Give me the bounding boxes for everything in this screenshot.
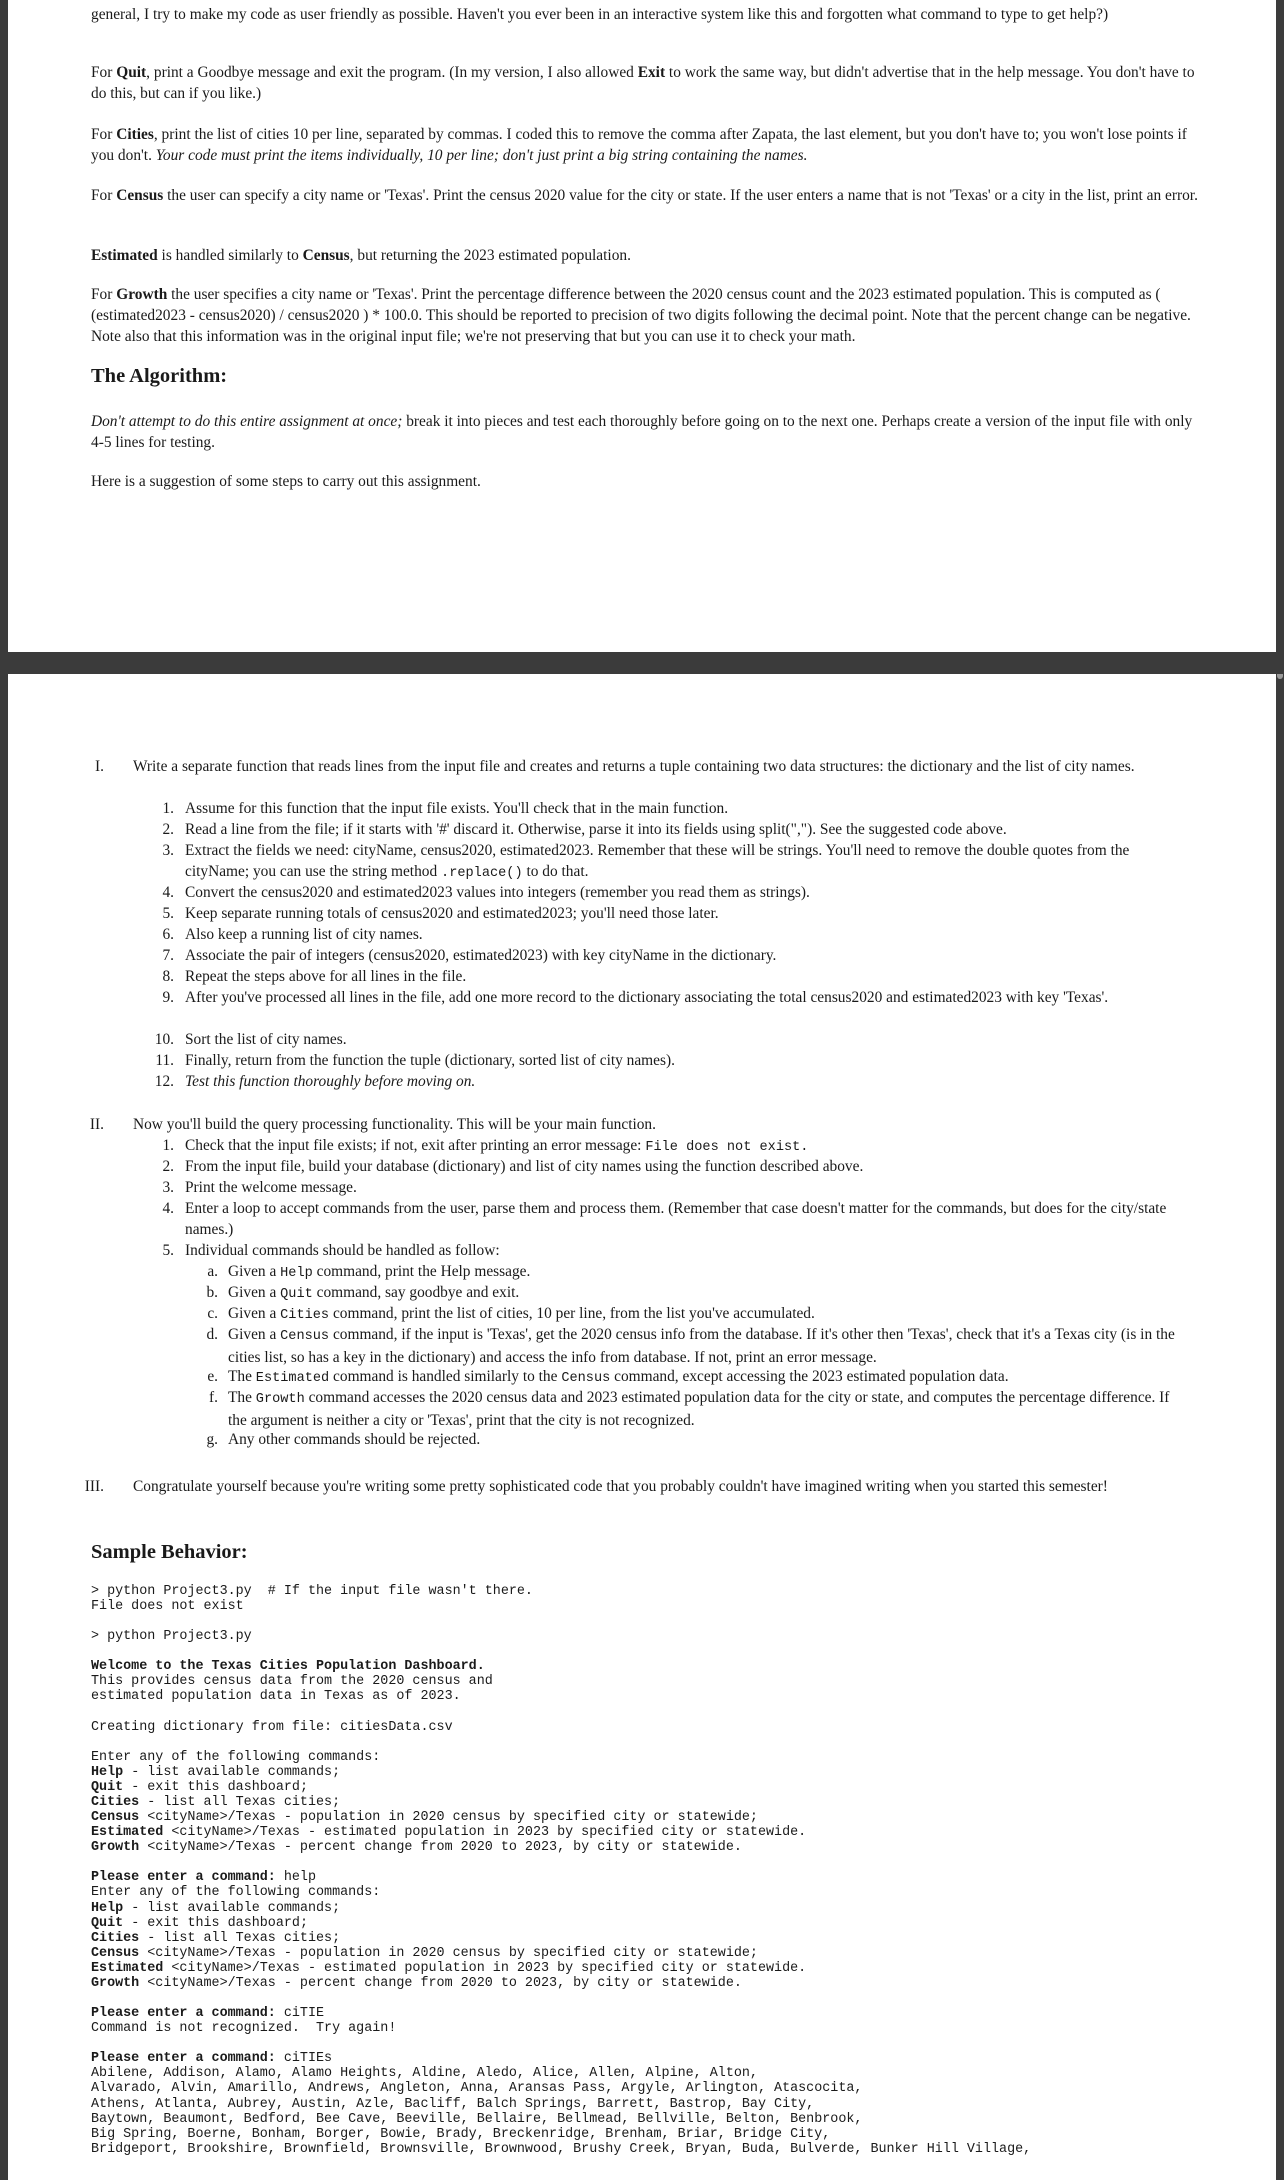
sec2-substep-2: [8, 1282, 1284, 1303]
census-paragraph: For Census the user can specify a city name or 'Texas'. Print the census 2020 value for the city or state. If the user enters a name that is not 'Texas' or a city in the list, print an error.: [91, 187, 1198, 204]
sec2-substep-6: [8, 1387, 1284, 1429]
cities-line: Big Spring, Boerne, Bonham, Borger, Bowie, Brady, Breckenridge, Brenham, Briar, Bridge City,: [91, 2126, 831, 2142]
sec2-substep-text: Any other commands should be rejected.: [228, 1431, 481, 1448]
prompt-cities-line: Please enter a command: ciTIEs: [91, 2051, 333, 2067]
sec2-substep-number: e.: [207, 1368, 218, 1385]
help-line: Estimated <cityName>/Texas - estimated population in 2023 by specified city or statewide.: [91, 1825, 807, 1841]
cities-line: Athens, Atlanta, Aubrey, Austin, Azle, Bacliff, Balch Springs, Barrett, Bastrop, Bay City,: [91, 2096, 815, 2112]
help-block-2: [91, 1901, 1031, 1992]
enter-any-line: Enter any of the following commands:: [91, 1749, 381, 1765]
sec2-substep-number: g.: [206, 1431, 218, 1448]
sec1-step-number: 5.: [162, 905, 174, 922]
sec1-step-text: Keep separate running totals of census2020 and estimated2023; you'll need those later.: [185, 905, 719, 922]
section-1-number: I.: [95, 758, 104, 775]
help-line: Quit - exit this dashboard;: [91, 1915, 308, 1931]
cities-block: [91, 2066, 1031, 2157]
sec2-substep-text: Given a Help command, print the Help message.: [228, 1263, 531, 1281]
cities-line: Bridgeport, Brookshire, Brownfield, Brownsville, Brownwood, Brushy Creek, Bryan, Buda, Bulverde, Bunker Hill Village,: [91, 2141, 1032, 2157]
help-line: Estimated <cityName>/Texas - estimated population in 2023 by specified city or statewide.: [91, 1960, 807, 1976]
run2-command: > python Project3.py: [91, 1629, 252, 1645]
sec1-step-text: Repeat the steps above for all lines in the file.: [185, 968, 467, 985]
sec1-step-number: 4.: [162, 884, 174, 901]
sec2-step-text: Check that the input file exists; if not, exit after printing an error message: File does not exist.: [185, 1137, 809, 1155]
section-2-steps: [8, 1135, 1284, 1450]
sec1-step-text: Sort the list of city names.: [185, 1031, 347, 1048]
section-1: [8, 756, 1284, 1092]
sec2-substep-number: d.: [206, 1326, 218, 1343]
section-2-number: II.: [89, 1116, 104, 1133]
suggestion-paragraph: Here is a suggestion of some steps to carry out this assignment.: [91, 473, 481, 490]
sec2-substep-1: [8, 1261, 1284, 1282]
sec2-step-1: [8, 1135, 1284, 1156]
sec2-step-2: [8, 1156, 1284, 1177]
help-block-1: [91, 1765, 1031, 1856]
help-line: Cities - list all Texas cities;: [91, 1930, 341, 1946]
prompt-help-line: Please enter a command: help: [91, 1870, 317, 1886]
help-line: Help - list available commands;: [91, 1900, 341, 1916]
help-line: Help - list available commands;: [91, 1764, 341, 1780]
run1-command: > python Project3.py # If the input file wasn't there.: [91, 1584, 533, 1599]
sec1-step-number: 6.: [162, 926, 174, 943]
sec2-substep-text: Given a Cities command, print the list of cities, 10 per line, from the list you've accumulated.: [228, 1305, 815, 1323]
help-line: Census <cityName>/Texas - population in 2020 census by specified city or statewide;: [91, 1945, 758, 1961]
sec1-step-9: [8, 987, 1284, 1029]
sec2-substep-7: [8, 1429, 1284, 1450]
sec1-step-text: After you've processed all lines in the file, add one more record to the dictionary associating the total census2020 and estimated2023 with key 'Texas'.: [185, 989, 1109, 1006]
sec2-step-number: 5.: [162, 1242, 174, 1259]
run1-output: File does not exist: [91, 1599, 244, 1615]
section-2-text: Now you'll build the query processing functionality. This will be your main function.: [133, 1116, 656, 1133]
section-3-text: Congratulate yourself because you're writing some pretty sophisticated code that you probably couldn't have imagined writing when you started this semester!: [133, 1478, 1108, 1495]
sec1-step-text: Test this function thoroughly before moving on.: [185, 1073, 476, 1090]
sec1-step-number: 11.: [155, 1052, 174, 1069]
sec1-step-text: Associate the pair of integers (census2020, estimated2023) with key cityName in the dictionary.: [185, 947, 777, 964]
sec1-step-2: [8, 819, 1284, 840]
sec1-step-text: Finally, return from the function the tuple (dictionary, sorted list of city names).: [185, 1052, 675, 1069]
sec1-step-7: [8, 945, 1284, 966]
help-line: Quit - exit this dashboard;: [91, 1779, 308, 1795]
algorithm-heading: The Algorithm:: [91, 365, 228, 387]
sec2-substep-number: f.: [209, 1389, 218, 1406]
prompt-citie-line: Please enter a command: ciTIE: [91, 2006, 325, 2022]
sec1-step-10: [8, 1029, 1284, 1050]
creating-line: Creating dictionary from file: citiesData.csv: [91, 1719, 453, 1735]
sec2-step-4: [8, 1198, 1284, 1240]
sec1-step-text: Assume for this function that the input file exists. You'll check that in the main function.: [185, 800, 729, 817]
sec2-step-text: From the input file, build your database (dictionary) and list of city names using the function described above.: [185, 1158, 864, 1175]
sec2-step-text: Print the welcome message.: [185, 1179, 357, 1196]
sec2-substep-text: Given a Census command, if the input is 'Texas', get the 2020 census info from the database. If it's other then 'Texas', check that it's a Texas city (is in the cities list, so has a key in the dictionary) and access the info from database. If not, print an error message.: [228, 1326, 1175, 1366]
sec2-substep-4: [8, 1324, 1284, 1366]
sec1-step-4: [8, 882, 1284, 903]
sec1-step-text: Also keep a running list of city names.: [185, 926, 423, 943]
document-page-1[interactable]: [8, 0, 1276, 652]
sec1-step-number: 3.: [162, 842, 174, 859]
sample-heading: Sample Behavior:: [91, 1541, 248, 1563]
sec1-step-number: 1.: [162, 800, 174, 817]
estimated-paragraph: Estimated is handled similarly to Census, but returning the 2023 estimated population.: [91, 247, 631, 264]
intro-tail: general, I try to make my code as user friendly as possible. Haven't you ever been in an interactive system like this and forgotten what command to type to get help?): [91, 6, 1109, 23]
sec2-step-text: Individual commands should be handled as follow:: [185, 1242, 500, 1259]
sec2-substep-5: [8, 1366, 1284, 1387]
sec1-step-number: 8.: [162, 968, 174, 985]
section-3: [8, 1476, 1284, 1518]
section-3-number: III.: [84, 1478, 104, 1495]
sec2-step-number: 1.: [162, 1137, 174, 1154]
welcome-line-2: This provides census data from the 2020 census and: [91, 1674, 493, 1690]
section-1-text: Write a separate function that reads lines from the input file and creates and returns a tuple containing two data structures: the dictionary and the list of city names.: [133, 758, 1135, 775]
section-2: [8, 1114, 1284, 1450]
sec2-substep-number: c.: [207, 1305, 218, 1322]
sec1-step-number: 10.: [154, 1031, 174, 1048]
sec1-step-number: 2.: [162, 821, 174, 838]
sec1-step-text: Read a line from the file; if it starts with '#' discard it. Otherwise, parse it into its fields using split(","). See the suggested code above.: [185, 821, 1007, 838]
growth-paragraph: For Growth the user specifies a city name or 'Texas'. Print the percentage difference between the 2020 census count and the 2023 estimated population. This is computed as ( (estimated2023 - census2020) / census2020 ) * 100.0. This should be reported to precision of two digits following the decimal point. Note that the percent change can be negative. Note also that this information was in the original input file; we're not preserving that but you can use it to check your math.: [91, 286, 1191, 345]
sec2-substep-text: The Growth command accesses the 2020 census data and 2023 estimated population data for the city or state, and computes the percentage difference. If the argument is neither a city or 'Texas', print that the city is not recognized.: [228, 1389, 1170, 1429]
welcome-line-3: estimated population data in Texas as of 2023.: [91, 1689, 461, 1705]
left-border: [0, 0, 8, 2180]
cities-line: Alvarado, Alvin, Amarillo, Andrews, Angleton, Anna, Aransas Pass, Argyle, Arlington, Atascocita,: [91, 2081, 863, 2097]
cities-paragraph: For Cities, print the list of cities 10 per line, separated by commas. I coded this to remove the comma after Zapata, the last element, but you don't have to; you won't lose points if you don't. Your code must print the items individually, 10 per line; don't just print a big string containing the names.: [91, 126, 1187, 164]
help-line: Census <cityName>/Texas - population in 2020 census by specified city or statewide;: [91, 1810, 758, 1826]
sec1-step-text: Convert the census2020 and estimated2023 values into integers (remember you read them as strings).: [185, 884, 810, 901]
sec1-step-number: 9.: [162, 989, 174, 1006]
document-page-2[interactable]: [8, 674, 1276, 2180]
sec2-substep-text: Given a Quit command, say goodbye and exit.: [228, 1284, 520, 1302]
sec2-step-text: Enter a loop to accept commands from the user, parse them and process them. (Remember that case doesn't matter for the commands, but does for the city/state names.): [185, 1200, 1167, 1238]
sec1-step-number: 12.: [154, 1073, 174, 1090]
sample-output: [91, 1584, 1031, 2157]
sec1-step-6: [8, 924, 1284, 945]
cities-line: Abilene, Addison, Alamo, Alamo Heights, Aldine, Aledo, Alice, Allen, Alpine, Alton,: [91, 2066, 758, 2082]
sec1-step-text: Extract the fields we need: cityName, census2020, estimated2023. Remember that these will be strings. You'll need to remove the double quotes from the cityName; you can use the string method .replace() to do that.: [185, 842, 1130, 881]
not-recognized-line: Command is not recognized. Try again!: [91, 2021, 397, 2037]
cities-line: Baytown, Beaumont, Bedford, Bee Cave, Beeville, Bellaire, Bellmead, Bellville, Belton, Benbrook,: [91, 2111, 863, 2127]
welcome-line: Welcome to the Texas Cities Population Dashboard.: [91, 1659, 485, 1675]
sec2-substep-number: b.: [206, 1284, 218, 1301]
help-line: Growth <cityName>/Texas - percent change from 2020 to 2023, by city or statewide.: [91, 1840, 742, 1856]
sec1-step-8: [8, 966, 1284, 987]
help-line: Cities - list all Texas cities;: [91, 1794, 341, 1810]
page-gap: [0, 652, 1284, 674]
algorithm-paragraph: Don't attempt to do this entire assignment at once; break it into pieces and test each thoroughly before going on to the next one. Perhaps create a version of the input file with only 4-5 lines for testing.: [91, 413, 1193, 451]
sec2-substep-3: [8, 1303, 1284, 1324]
section-1-steps: [8, 798, 1284, 1092]
help-line: Growth <cityName>/Texas - percent change from 2020 to 2023, by city or statewide.: [91, 1975, 742, 1991]
sec1-step-number: 7.: [162, 947, 174, 964]
sec2-step-5: [8, 1240, 1284, 1261]
sec1-step-5: [8, 903, 1284, 924]
sec2-step-number: 3.: [162, 1179, 174, 1196]
sec1-step-11: [8, 1050, 1284, 1071]
sec1-step-3: [8, 840, 1284, 882]
sec1-step-1: [8, 798, 1284, 819]
sec2-substep-text: The Estimated command is handled similarly to the Census command, except accessing the 2023 estimated population data.: [228, 1368, 1009, 1386]
sec2-step-number: 4.: [162, 1200, 174, 1217]
sec2-substeps: [8, 1261, 1284, 1450]
enter-any-line-2: Enter any of the following commands:: [91, 1885, 381, 1901]
sec2-step-number: 2.: [162, 1158, 174, 1175]
quit-paragraph: For Quit, print a Goodbye message and exit the program. (In my version, I also allowed Exit to work the same way, but didn't advertise that in the help message. You don't have to do this, but can if you like.): [91, 64, 1195, 102]
sec1-step-12: [8, 1071, 1284, 1092]
sec2-substep-number: a.: [207, 1263, 218, 1280]
sec2-step-3: [8, 1177, 1284, 1198]
